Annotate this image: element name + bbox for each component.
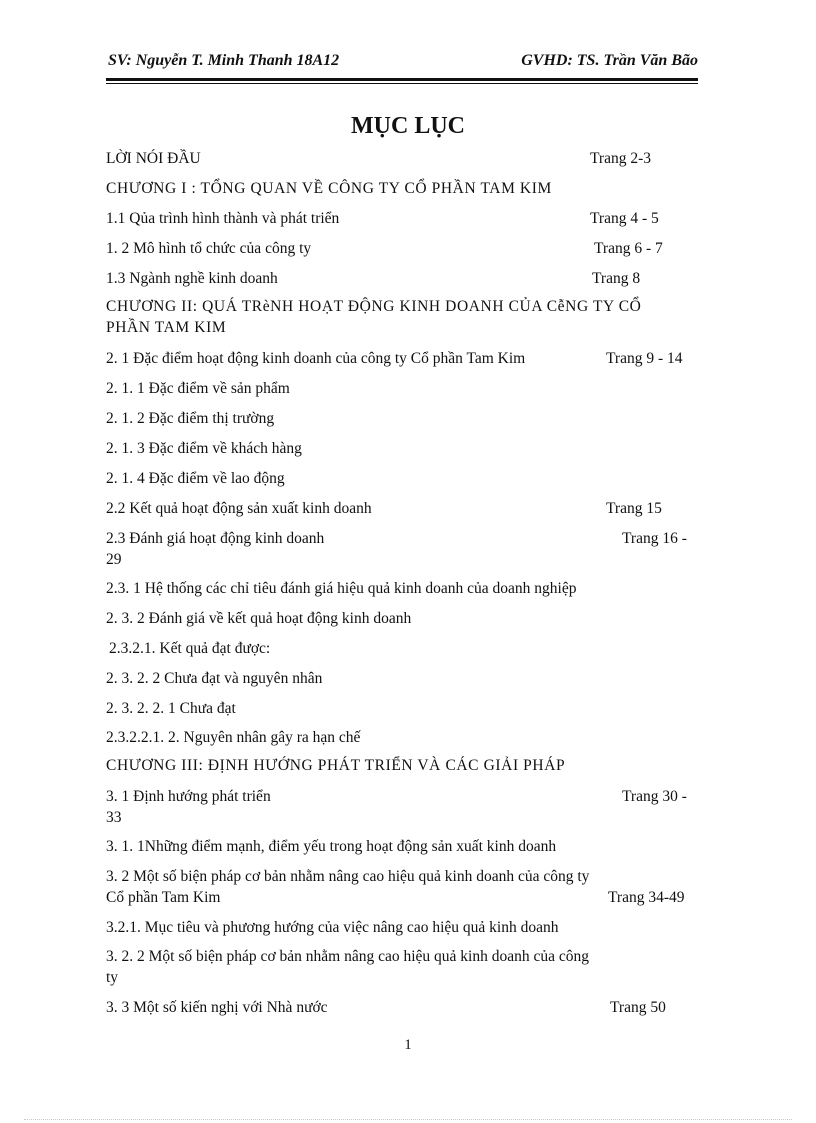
- toc-entry-page: Trang 2-3: [590, 150, 652, 167]
- toc-entry-page: Trang 34-49: [608, 889, 685, 906]
- toc-entry-text: 3. 1 Định hướng phát triển: [106, 788, 271, 805]
- toc-entry-text: 33: [106, 809, 122, 826]
- toc-entry-text: CHƯƠNG I : TỔNG QUAN VỀ CÔNG TY CỔ PHẦN TAM KIM: [106, 180, 552, 197]
- toc-entry-2-1-1: [106, 378, 698, 399]
- toc-entry-2-1-3: [106, 438, 698, 459]
- toc-entry-3-2: [106, 866, 698, 887]
- toc-entry-page: Trang 8: [592, 270, 641, 287]
- toc-entry-text: 2. 3. 2. 2 Chưa đạt và nguyên nhân: [106, 670, 323, 687]
- toc-entry-text: 2. 1. 4 Đặc điểm về lao động: [106, 470, 285, 487]
- toc-entry-text: 2.2 Kết quả hoạt động sản xuất kinh doanh: [106, 500, 372, 517]
- page-number: 1: [404, 1037, 412, 1053]
- toc-entry-text: 2.3.2.1. Kết quả đạt được:: [109, 640, 271, 657]
- toc-entry-text: Cổ phần Tam Kim: [106, 889, 221, 906]
- toc-entry-3-1-1: [106, 836, 698, 857]
- toc-entry-3-2-1: [106, 917, 698, 938]
- toc-entry-preface: [106, 148, 698, 169]
- toc-entry-text: 2. 1. 1 Đặc điểm về sản phẩm: [106, 380, 290, 397]
- toc-entry-3-2-2-cont: [106, 967, 698, 988]
- toc-entry-text: 2. 3. 2. 2. 1 Chưa đạt: [106, 700, 236, 717]
- toc-entry-3-1: [106, 786, 698, 807]
- toc-entry-chapter-3: [106, 755, 698, 776]
- toc-entry-2-1: [106, 348, 698, 369]
- toc-entry-page: Trang 6 - 7: [594, 240, 663, 257]
- toc-entry-3-2-cont: [106, 887, 698, 908]
- toc-entry-chapter-1: [106, 178, 698, 199]
- toc-entry-chapter-2: [106, 296, 698, 317]
- toc-entry-text: 3. 2 Một số biện pháp cơ bản nhằm nâng cao hiệu quả kinh doanh của công ty: [106, 868, 590, 885]
- advisor-name: GVHD: TS. Trần Văn Bão: [521, 52, 698, 69]
- toc-entry-text: 3.2.1. Mục tiêu và phương hướng của việc nâng cao hiệu quả kinh doanh: [106, 919, 559, 936]
- toc-entry-text: 2. 1. 2 Đặc điểm thị trường: [106, 410, 275, 427]
- toc-entry-text: CHƯƠNG II: QUÁ TRèNH HOẠT ĐỘNG KINH DOANH CỦA CễNG TY CỔ: [106, 298, 642, 315]
- toc-entry-text: 3. 2. 2 Một số biện pháp cơ bản nhằm nâng cao hiệu quả kinh doanh của công: [106, 948, 589, 965]
- toc-entry-2-3-2-1: [109, 638, 701, 659]
- toc-entry-1-3: [106, 268, 698, 289]
- header-rule-thick: [106, 78, 698, 81]
- toc-entry-page: Trang 15: [606, 500, 662, 517]
- toc-entry-2-3-2-2-1: [106, 698, 698, 719]
- toc-entry-page: Trang 16 -: [622, 530, 687, 547]
- toc-entry-text: 2.3. 1 Hệ thống các chỉ tiêu đánh giá hiệu quả kinh doanh của doanh nghiệp: [106, 580, 577, 597]
- page-header: [106, 50, 698, 76]
- toc-entry-text: 1.3 Ngành nghề kinh doanh: [106, 270, 278, 287]
- toc-entry-text: 1.1 Qủa trình hình thành và phát triển: [106, 210, 340, 227]
- toc-entry-2-1-4: [106, 468, 698, 489]
- student-name: SV: Nguyễn T. Minh Thanh 18A12: [108, 52, 340, 69]
- toc-entry-2-3-2-2: [106, 668, 698, 689]
- toc-entry-1-2: [106, 238, 698, 259]
- toc-entry-2-3: [106, 528, 698, 549]
- toc-entry-2-3-1: [106, 578, 698, 599]
- toc-entry-text: CHƯƠNG III: ĐỊNH HƯỚNG PHÁT TRIỂN VÀ CÁC GIẢI PHÁP: [106, 757, 566, 774]
- toc-entry-2-3-2-2-1-2: [106, 727, 698, 748]
- toc-entry-chapter-2-cont: [106, 317, 698, 338]
- toc-entry-2-3-cont: [106, 549, 698, 570]
- toc-entry-2-1-2: [106, 408, 698, 429]
- toc-entry-text: 2.3.2.2.1. 2. Nguyên nhân gây ra hạn chế: [106, 729, 361, 746]
- toc-entry-text: ty: [106, 969, 119, 986]
- toc-entry-1-1: [106, 208, 698, 229]
- toc-entry-2-2: [106, 498, 698, 519]
- toc-entry-2-3-2: [106, 608, 698, 629]
- toc-entry-page: Trang 30 -: [622, 788, 687, 805]
- header-rule-thin: [106, 83, 698, 84]
- toc-entry-text: 2. 3. 2 Đánh giá về kết quả hoạt động kinh doanh: [106, 610, 412, 627]
- toc-entry-text: 29: [106, 551, 122, 568]
- toc-entry-3-3: [106, 997, 698, 1018]
- toc-entry-text: 1. 2 Mô hình tổ chức của công ty: [106, 240, 312, 257]
- toc-entry-text: 3. 1. 1Những điểm mạnh, điểm yếu trong hoạt động sản xuất kinh doanh: [106, 838, 557, 855]
- toc-entry-page: Trang 9 - 14: [606, 350, 683, 367]
- toc-entry-text: 2. 1 Đặc điểm hoạt động kinh doanh của công ty Cổ phần Tam Kim: [106, 350, 526, 367]
- toc-entry-text: LỜI NÓI ĐẦU: [106, 150, 201, 167]
- toc-entry-3-2-2: [106, 946, 698, 967]
- toc-entry-page: Trang 4 - 5: [590, 210, 659, 227]
- toc-entry-3-1-cont: [106, 807, 698, 828]
- page-title: MỤC LỤC: [351, 113, 465, 139]
- toc-entry-text: 3. 3 Một số kiến nghị với Nhà nước: [106, 999, 328, 1016]
- toc-entry-text: PHẦN TAM KIM: [106, 319, 227, 336]
- toc-entry-text: 2.3 Đánh giá hoạt động kinh doanh: [106, 530, 325, 547]
- toc-entry-text: 2. 1. 3 Đặc điểm về khách hàng: [106, 440, 302, 457]
- toc-entry-page: Trang 50: [610, 999, 666, 1016]
- page-bottom-border: [24, 1119, 792, 1120]
